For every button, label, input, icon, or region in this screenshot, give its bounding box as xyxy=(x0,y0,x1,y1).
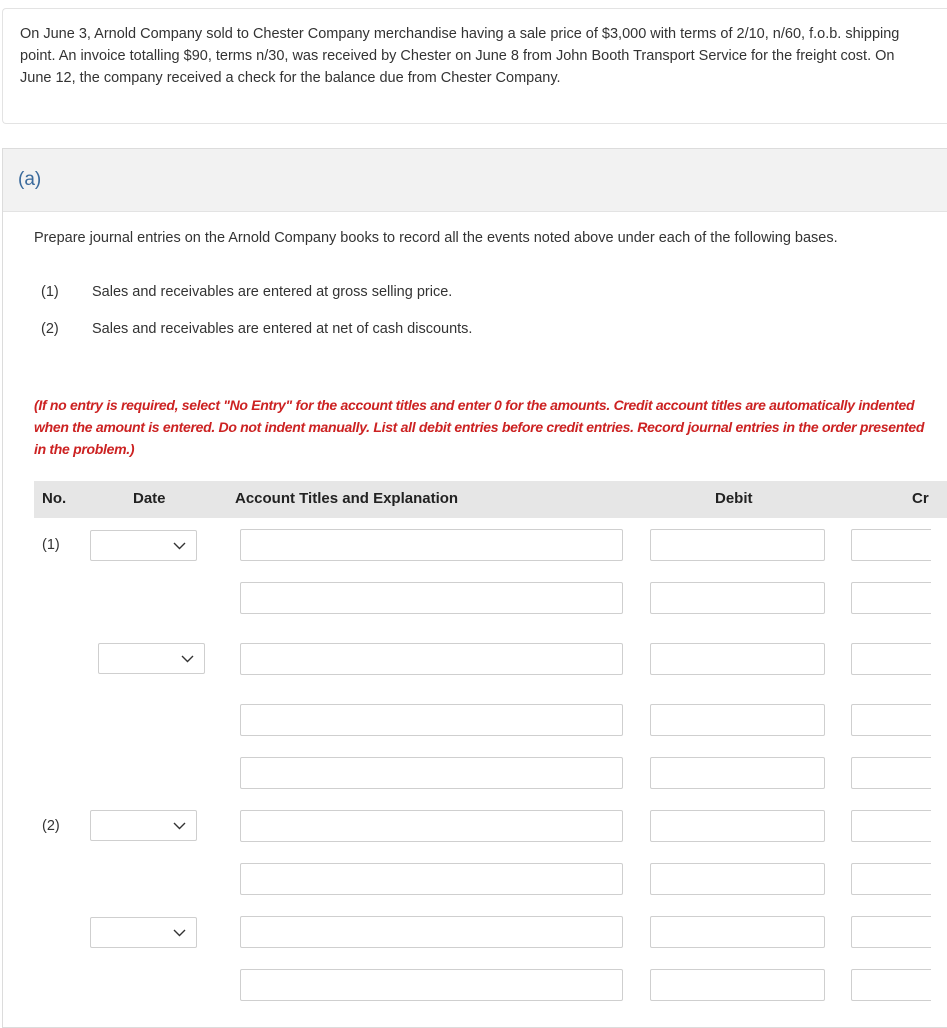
header-date: Date xyxy=(133,490,166,507)
header-debit: Debit xyxy=(715,490,753,507)
entry-2-number: (2) xyxy=(42,818,60,834)
debit-input[interactable] xyxy=(650,582,825,614)
debit-input[interactable] xyxy=(650,863,825,895)
chevron-down-icon xyxy=(181,655,194,663)
debit-input[interactable] xyxy=(650,643,825,675)
credit-input[interactable] xyxy=(851,529,931,561)
debit-input[interactable] xyxy=(650,757,825,789)
credit-input[interactable] xyxy=(851,582,931,614)
account-input[interactable] xyxy=(240,863,623,895)
debit-input[interactable] xyxy=(650,969,825,1001)
instruction-text: Prepare journal entries on the Arnold Company books to record all the events noted above under each of the following bases. xyxy=(34,230,838,246)
part-a-label: (a) xyxy=(18,169,42,190)
credit-input[interactable] xyxy=(851,643,931,675)
basis-2-number: (2) xyxy=(41,321,59,337)
credit-input[interactable] xyxy=(851,757,931,789)
debit-input[interactable] xyxy=(650,529,825,561)
date-select[interactable] xyxy=(90,917,197,948)
account-input[interactable] xyxy=(240,643,623,675)
debit-input[interactable] xyxy=(650,916,825,948)
entry-1-number: (1) xyxy=(42,537,60,553)
chevron-down-icon xyxy=(173,542,186,550)
date-select[interactable] xyxy=(90,530,197,561)
account-input[interactable] xyxy=(240,704,623,736)
debit-input[interactable] xyxy=(650,810,825,842)
account-input[interactable] xyxy=(240,810,623,842)
header-credit: Cr xyxy=(912,490,929,507)
account-input[interactable] xyxy=(240,582,623,614)
chevron-down-icon xyxy=(173,822,186,830)
header-account: Account Titles and Explanation xyxy=(235,490,459,507)
credit-input[interactable] xyxy=(851,704,931,736)
account-input[interactable] xyxy=(240,916,623,948)
credit-input[interactable] xyxy=(851,969,931,1001)
instruction-note: (If no entry is required, select "No Entry" for the account titles and enter 0 for the amounts. Credit account titles are automatically indented when the amount is entered. Do not indent manually. List all debit entries before credit entries. Record journal entries in the order presented in the problem.) xyxy=(34,397,925,457)
chevron-down-icon xyxy=(173,929,186,937)
account-input[interactable] xyxy=(240,969,623,1001)
date-select[interactable] xyxy=(98,643,205,674)
basis-1-number: (1) xyxy=(41,284,59,300)
debit-input[interactable] xyxy=(650,704,825,736)
account-input[interactable] xyxy=(240,529,623,561)
header-no: No. xyxy=(42,490,67,507)
date-select[interactable] xyxy=(90,810,197,841)
credit-input[interactable] xyxy=(851,863,931,895)
account-input[interactable] xyxy=(240,757,623,789)
credit-input[interactable] xyxy=(851,810,931,842)
credit-input[interactable] xyxy=(851,916,931,948)
basis-1-text: Sales and receivables are entered at gross selling price. xyxy=(92,284,453,300)
problem-text: On June 3, Arnold Company sold to Chester Company merchandise having a sale price of $3,000 with terms of 2/10, n/60, f.o.b. shipping point. An invoice totalling $90, terms n/30, was received by Chester on June 8 from John Booth Transport Service for the freight cost. On June 12, the company received a check for the balance due from Chester Company. xyxy=(20,26,900,86)
basis-2-text: Sales and receivables are entered at net of cash discounts. xyxy=(92,321,473,337)
